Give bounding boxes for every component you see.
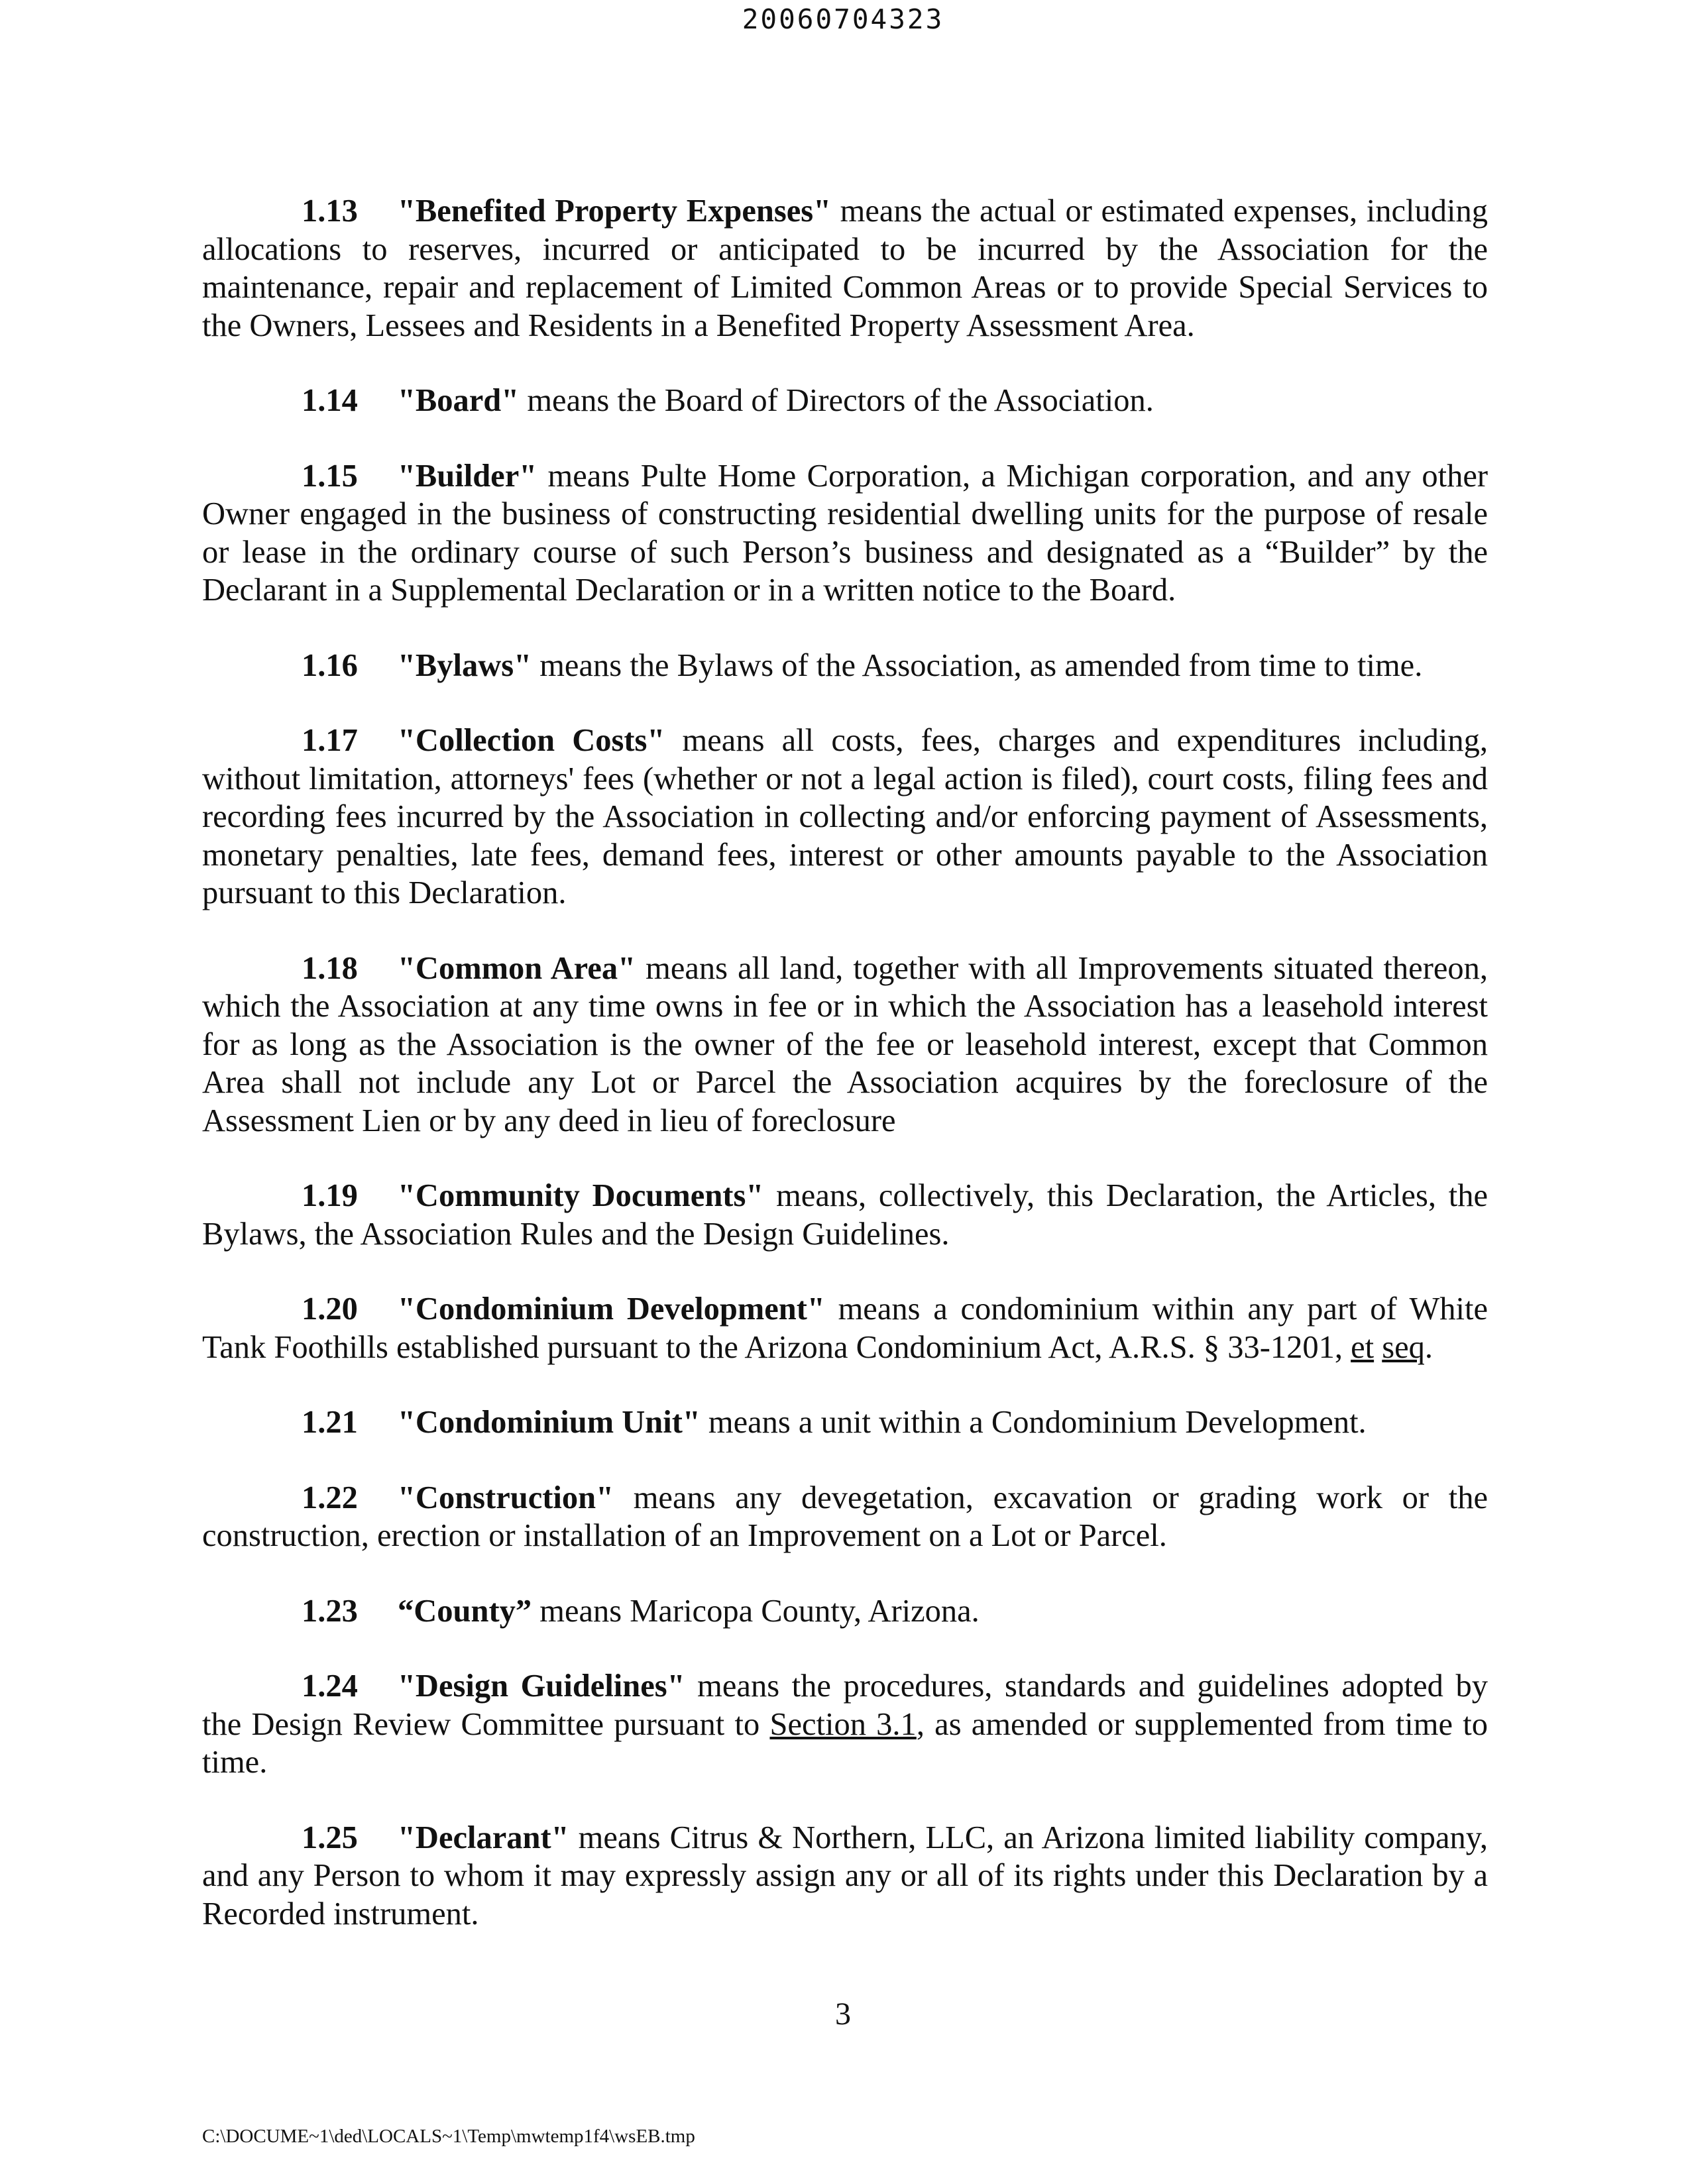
definition-text: means all costs, fees, charges and expenditures including, without limitation, attorneys' fees (whether or not a legal action is filed), court costs, filing fees and recording fees incurred by the Association in collecting and/or enforcing payment of Assessments, monetary penalties, late fees, demand fees, interest or other amounts payable to the Association pursuant to this Declaration. [202,723,1489,910]
definition-text: means Maricopa County, Arizona. [532,1593,980,1629]
definition-term: "Condominium Unit" [398,1405,701,1440]
definitions-section [202,192,1488,1970]
latin-et: et [1351,1329,1375,1365]
definition-number: 1.15 [302,458,358,494]
definition-1-13 [202,192,1488,345]
latin-seq: seq [1382,1329,1425,1365]
definition-term: "Benefited Property Expenses" [398,193,832,229]
definition-text: means Citrus & Northern, LLC, an Arizona limited liability company, and any Person to whom it may expressly assign any or all of its rights under this Declaration by a Recorded instrument. [202,1820,1488,1932]
definition-number: 1.19 [302,1178,358,1213]
definition-number: 1.13 [302,193,358,229]
period: . [1424,1329,1433,1365]
definition-1-20 [202,1290,1488,1366]
definition-text: means the Board of Directors of the Association. [519,383,1154,418]
definition-term: "Design Guidelines" [398,1668,685,1704]
definition-1-25 [202,1819,1488,1934]
definition-text: means Pulte Home Corporation, a Michigan corporation, and any other Owner engaged in the business of constructing residential dwelling units for the purpose of resale or lease in the ordinary course of such Person’s business and designated as a “Builder” by the Declarant in a Supplemental Declaration or in a written notice to the Board. [202,458,1488,608]
page-number: 3 [835,1996,851,2032]
definition-1-23 [202,1592,1488,1631]
section-reference: Section 3.1 [769,1706,917,1742]
definition-number: 1.24 [302,1668,358,1704]
definition-number: 1.23 [302,1593,358,1629]
definition-number: 1.20 [302,1291,358,1327]
definition-number: 1.14 [302,383,358,418]
definition-number: 1.18 [302,950,358,986]
definition-term: "Builder" [398,458,537,494]
definition-text: means the procedures, standards and guidelines adopted by the Design Review Committee pursuant to [202,1668,1488,1742]
definition-term: "Collection Costs" [398,723,665,758]
definition-text: means a condominium within any part of White Tank Foothills established pursuant to the Arizona Condominium Act, A.R.S. § 33-1201, [202,1291,1488,1365]
definition-term: "Community Documents" [398,1178,764,1213]
definition-number: 1.21 [302,1405,358,1440]
definition-text: means all land, together with all Improvements situated thereon, which the Association at any time owns in fee or in which the Association has a leasehold interest for as long as the Association is the owner of the fee or leasehold interest, except that Common Area shall not include any Lot or Parcel the Association acquires by the foreclosure of the Assessment Lien or by any deed in lieu of foreclosure [202,950,1489,1138]
definition-term: "Construction" [398,1480,614,1515]
definition-term: "Common Area" [398,950,636,986]
definition-1-24 [202,1667,1488,1782]
definition-text: means a unit within a Condominium Development. [700,1405,1367,1440]
definition-1-15 [202,457,1488,610]
definition-1-17 [202,722,1488,912]
definition-text: means, collectively, this Declaration, the Articles, the Bylaws, the Association Rules and the Design Guidelines. [202,1178,1489,1252]
definition-1-14 [202,382,1488,420]
definition-number: 1.25 [302,1820,358,1855]
definition-text: means the actual or estimated expenses, including allocations to reserves, incurred or anticipated to be incurred by the Association for the maintenance, repair and replacement of Limited Common Areas or to provide Special Services to the Owners, Lessees and Residents in a Benefited Property Assessment Area. [202,193,1489,343]
space [1374,1330,1382,1365]
definition-number: 1.22 [302,1480,358,1515]
definition-number: 1.16 [302,647,358,683]
definition-1-18 [202,950,1488,1140]
definition-term: "Declarant" [398,1820,569,1855]
definition-1-21 [202,1403,1488,1442]
definition-text-end: , as amended or supplemented from time to time. [202,1706,1488,1780]
definition-term: "Bylaws" [398,647,532,683]
document-number: 20060704323 [742,3,944,35]
definition-term: "Condominium Development" [398,1291,825,1327]
definition-term: "Board" [398,383,520,418]
definition-term: “County” [398,1593,532,1629]
definition-text: means the Bylaws of the Association, as amended from time to time. [532,647,1423,683]
definition-1-16 [202,647,1488,685]
definition-1-19 [202,1177,1488,1253]
definition-text: means any devegetation, excavation or grading work or the construction, erection or installation of an Improvement on a Lot or Parcel. [202,1480,1488,1553]
definition-1-22 [202,1479,1488,1555]
definition-number: 1.17 [302,723,358,758]
footer-file-path: C:\DOCUME~1\ded\LOCALS~1\Temp\mwtemp1f4\wsEB.tmp [202,2126,695,2147]
